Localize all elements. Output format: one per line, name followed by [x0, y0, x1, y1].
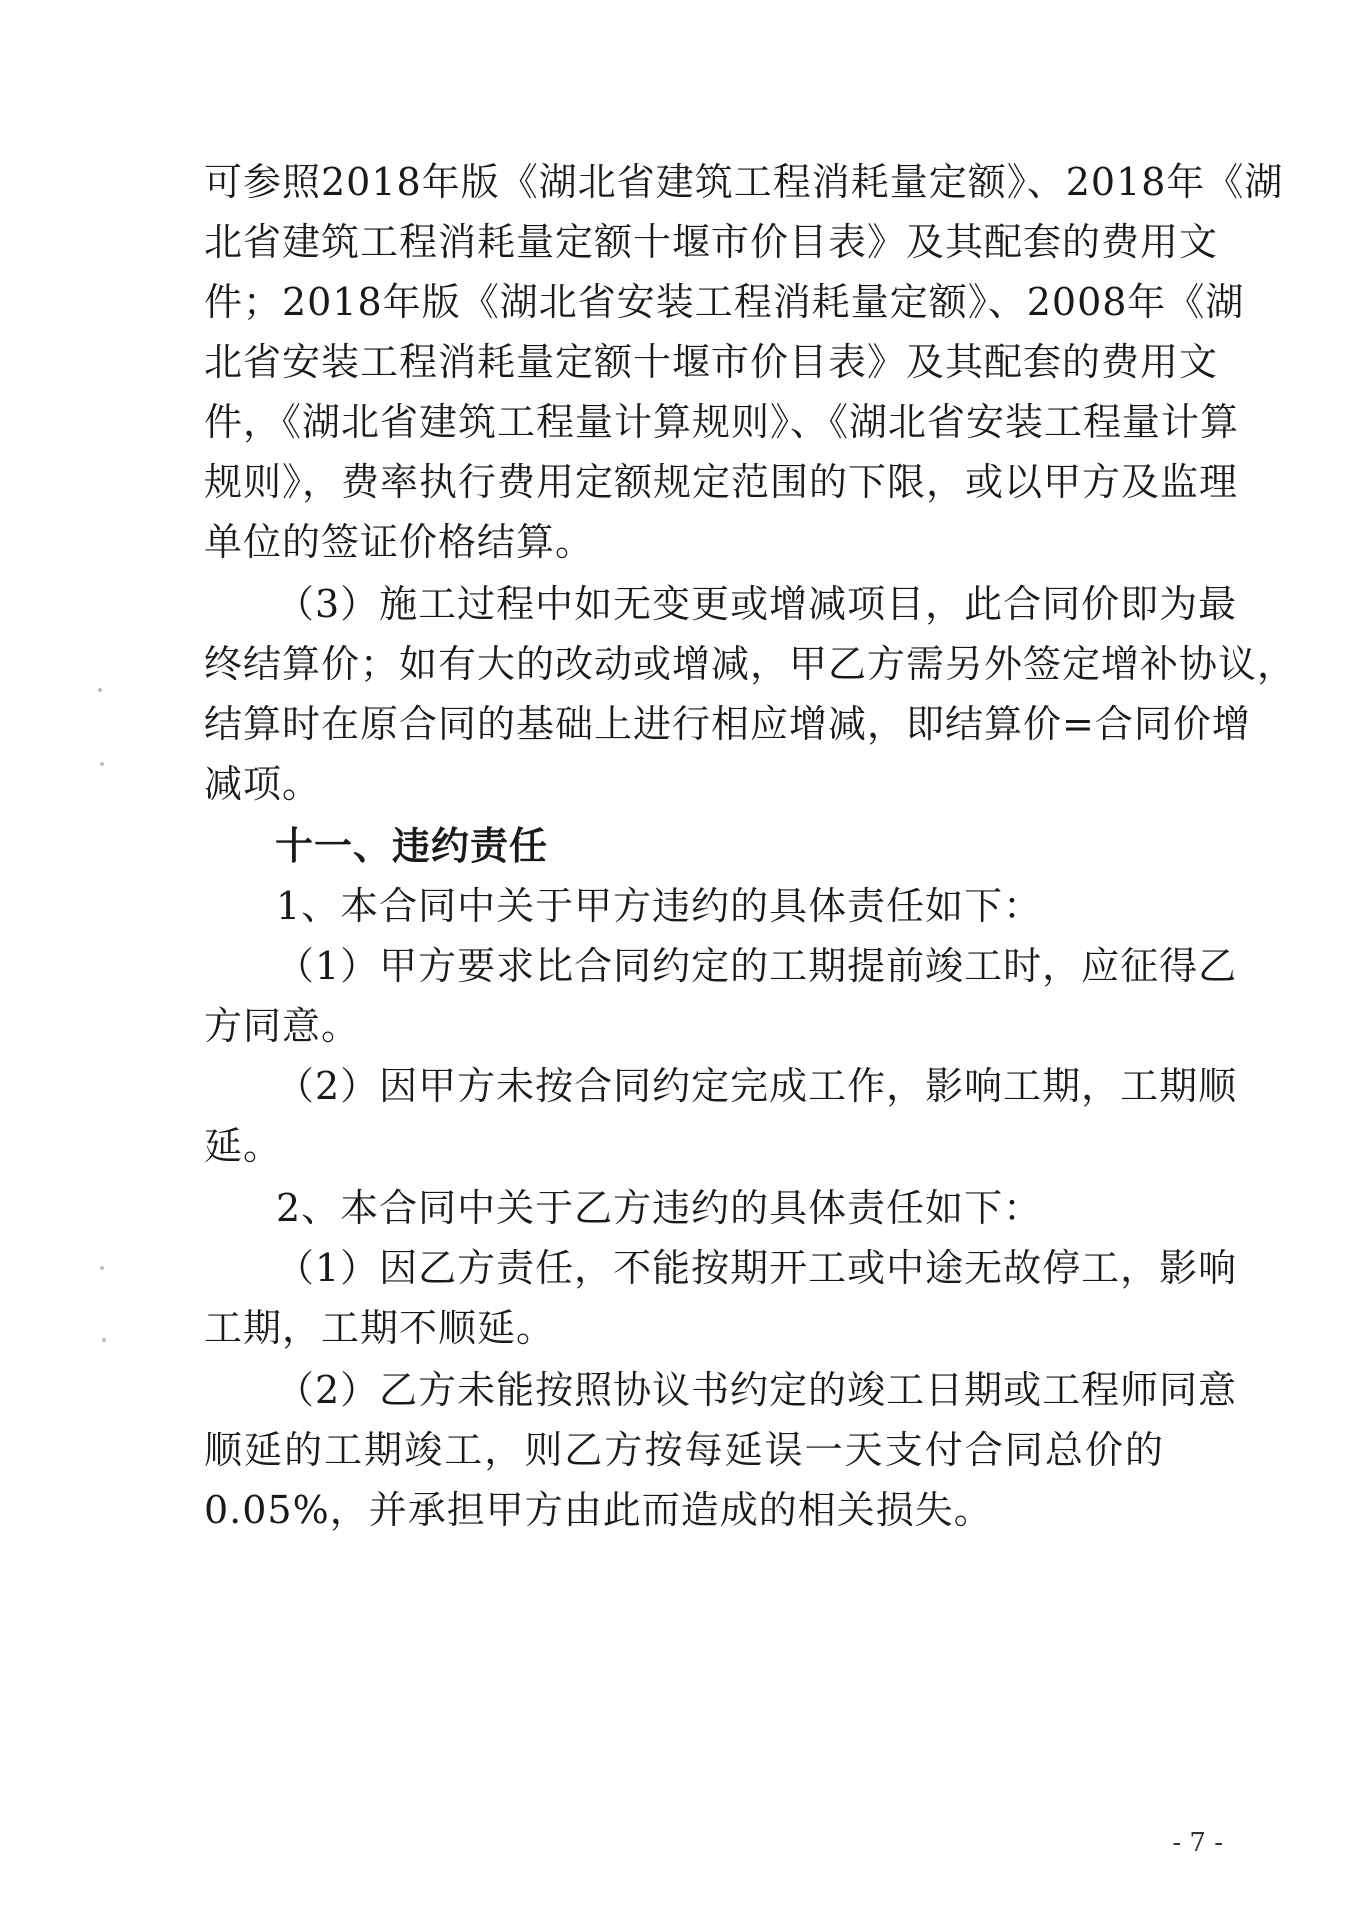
paragraph-line: 件；2018年版《湖北省安装工程消耗量定额》、2008年《湖	[204, 280, 1245, 324]
paragraph-line: 2、本合同中关于乙方违约的具体责任如下：	[276, 1186, 1043, 1230]
paragraph-line: 方同意。	[204, 1004, 361, 1048]
paragraph-line: （3）施工过程中如无变更或增减项目，此合同价即为最	[276, 582, 1238, 626]
paragraph-line: 0.05%，并承担甲方由此而造成的相关损失。	[204, 1488, 993, 1532]
paragraph-line: 结算时在原合同的基础上进行相应增减，即结算价=合同价增	[204, 702, 1251, 746]
paragraph-line: 单位的签证价格结算。	[204, 520, 595, 564]
paragraph-line: 工期，工期不顺延。	[204, 1306, 556, 1350]
scan-speck	[100, 1266, 104, 1270]
paragraph-line: （2）乙方未能按照协议书约定的竣工日期或工程师同意	[276, 1368, 1238, 1412]
paragraph-line: 延。	[204, 1124, 283, 1168]
paragraph-line: 终结算价；如有大的改动或增减，甲乙方需另外签定增补协议，	[204, 642, 1297, 686]
section-heading: 十一、违约责任	[275, 824, 549, 868]
paragraph-line: 北省安装工程消耗量定额十堰市价目表》及其配套的费用文	[204, 340, 1219, 384]
paragraph-line: （1）因乙方责任，不能按期开工或中途无故停工，影响	[276, 1246, 1238, 1290]
paragraph-line: 1、本合同中关于甲方违约的具体责任如下：	[276, 884, 1043, 928]
paragraph-line: 顺延的工期竣工，则乙方按每延误一天支付合同总价的	[204, 1428, 1164, 1472]
scan-speck	[100, 762, 104, 766]
paragraph-line: 规则》，费率执行费用定额规定范围的下限，或以甲方及监理	[204, 460, 1239, 504]
paragraph-line: 减项。	[204, 762, 322, 806]
scan-speck	[102, 1338, 106, 1342]
paragraph-line: （2）因甲方未按合同约定完成工作，影响工期，工期顺	[276, 1064, 1238, 1108]
paragraph-line: 件，《湖北省建筑工程量计算规则》、《湖北省安装工程量计算	[204, 400, 1240, 444]
paragraph-line: （1）甲方要求比合同约定的工期提前竣工时，应征得乙	[276, 944, 1238, 988]
paragraph-line: 可参照2018年版《湖北省建筑工程消耗量定额》、2018年《湖	[204, 160, 1284, 204]
scan-speck	[98, 688, 102, 692]
paragraph-line: 北省建筑工程消耗量定额十堰市价目表》及其配套的费用文	[204, 220, 1219, 264]
page-number: - 7 -	[1172, 1828, 1223, 1858]
